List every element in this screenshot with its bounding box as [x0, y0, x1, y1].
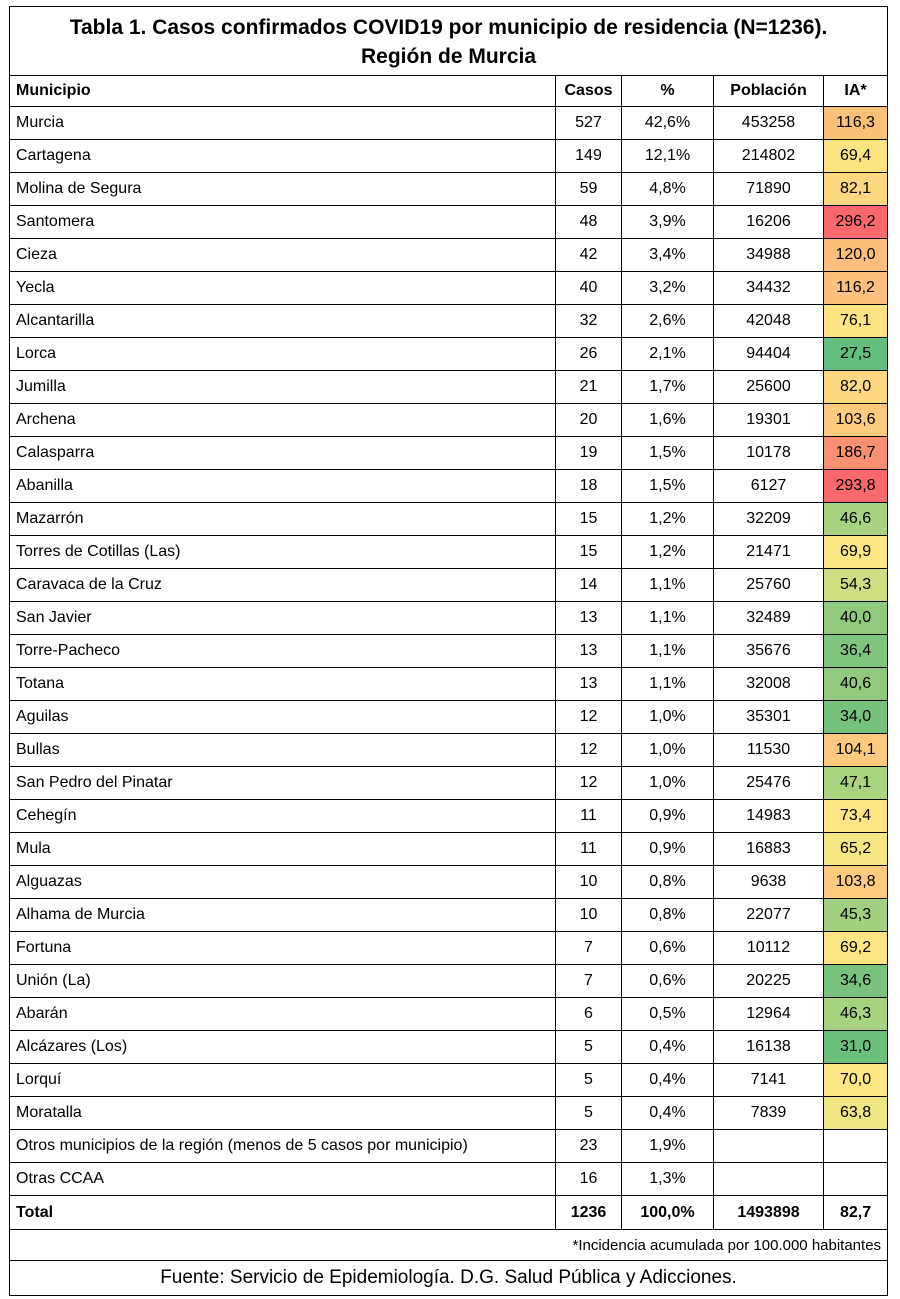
cell-municipio: Moratalla	[10, 1097, 556, 1130]
cell-ia: 27,5	[824, 338, 888, 371]
cell-poblacion: 7141	[714, 1064, 824, 1097]
cell-poblacion: 6127	[714, 470, 824, 503]
table-row	[10, 602, 888, 635]
cell-ia: 103,8	[824, 866, 888, 899]
table-row	[10, 866, 888, 899]
cell-pct: 1,3%	[622, 1163, 714, 1196]
total-poblacion: 1493898	[714, 1196, 824, 1230]
cell-casos: 19	[556, 437, 622, 470]
cell-ia: 36,4	[824, 635, 888, 668]
cell-municipio: Cehegín	[10, 800, 556, 833]
cell-municipio: Abarán	[10, 998, 556, 1031]
cell-poblacion: 14983	[714, 800, 824, 833]
cell-casos: 21	[556, 371, 622, 404]
footnote-row	[10, 1230, 888, 1261]
cell-ia: 76,1	[824, 305, 888, 338]
cell-municipio: San Javier	[10, 602, 556, 635]
table-row	[10, 470, 888, 503]
cell-poblacion	[714, 1130, 824, 1163]
table-row	[10, 701, 888, 734]
table-row	[10, 107, 888, 140]
table-row	[10, 767, 888, 800]
cell-municipio: Alcantarilla	[10, 305, 556, 338]
cell-ia: 40,0	[824, 602, 888, 635]
header-pct: %	[622, 76, 714, 107]
cell-pct: 2,6%	[622, 305, 714, 338]
cell-municipio: Lorquí	[10, 1064, 556, 1097]
cell-pct: 1,1%	[622, 602, 714, 635]
total-row	[10, 1196, 888, 1230]
table-row	[10, 569, 888, 602]
cell-poblacion: 7839	[714, 1097, 824, 1130]
cell-municipio: Aguilas	[10, 701, 556, 734]
cell-municipio: Cieza	[10, 239, 556, 272]
cell-pct: 3,4%	[622, 239, 714, 272]
cell-poblacion: 25476	[714, 767, 824, 800]
total-label: Total	[10, 1196, 556, 1230]
table-row	[10, 272, 888, 305]
cell-municipio: Torres de Cotillas (Las)	[10, 536, 556, 569]
cell-poblacion: 12964	[714, 998, 824, 1031]
cell-pct: 0,8%	[622, 866, 714, 899]
cell-pct: 3,2%	[622, 272, 714, 305]
table-title	[10, 7, 888, 76]
cell-poblacion: 34432	[714, 272, 824, 305]
table-row	[10, 371, 888, 404]
cell-poblacion: 10178	[714, 437, 824, 470]
footnote: *Incidencia acumulada por 100.000 habitantes	[10, 1230, 888, 1261]
cell-casos: 40	[556, 272, 622, 305]
cell-casos: 7	[556, 932, 622, 965]
cell-ia: 65,2	[824, 833, 888, 866]
cell-ia: 69,9	[824, 536, 888, 569]
cell-municipio: Cartagena	[10, 140, 556, 173]
cell-poblacion	[714, 1163, 824, 1196]
cell-poblacion: 453258	[714, 107, 824, 140]
source-text: Fuente: Servicio de Epidemiología. D.G. Salud Pública y Adicciones.	[10, 1261, 888, 1296]
cell-municipio: Totana	[10, 668, 556, 701]
cell-municipio: Fortuna	[10, 932, 556, 965]
cell-casos: 12	[556, 734, 622, 767]
table-row	[10, 536, 888, 569]
cell-ia: 73,4	[824, 800, 888, 833]
cell-municipio: Calasparra	[10, 437, 556, 470]
cell-municipio: Otras CCAA	[10, 1163, 556, 1196]
covid-cases-table	[9, 6, 888, 1296]
cell-pct: 1,5%	[622, 437, 714, 470]
source-row	[10, 1261, 888, 1296]
cell-municipio: Torre-Pacheco	[10, 635, 556, 668]
cell-casos: 5	[556, 1097, 622, 1130]
cell-poblacion: 35301	[714, 701, 824, 734]
cell-poblacion: 16883	[714, 833, 824, 866]
header-ia: IA*	[824, 76, 888, 107]
cell-casos: 42	[556, 239, 622, 272]
cell-pct: 1,9%	[622, 1130, 714, 1163]
cell-casos: 16	[556, 1163, 622, 1196]
cell-casos: 10	[556, 899, 622, 932]
total-casos: 1236	[556, 1196, 622, 1230]
cell-pct: 1,1%	[622, 569, 714, 602]
table-row	[10, 206, 888, 239]
cell-poblacion: 19301	[714, 404, 824, 437]
cell-ia: 46,3	[824, 998, 888, 1031]
table-row	[10, 140, 888, 173]
cell-poblacion: 42048	[714, 305, 824, 338]
table-row	[10, 1130, 888, 1163]
cell-pct: 2,1%	[622, 338, 714, 371]
cell-municipio: Bullas	[10, 734, 556, 767]
table-row	[10, 503, 888, 536]
cell-pct: 3,9%	[622, 206, 714, 239]
table-row	[10, 734, 888, 767]
cell-poblacion: 16138	[714, 1031, 824, 1064]
cell-ia: 34,6	[824, 965, 888, 998]
cell-pct: 1,1%	[622, 635, 714, 668]
cell-ia	[824, 1130, 888, 1163]
cell-casos: 26	[556, 338, 622, 371]
cell-municipio: Mula	[10, 833, 556, 866]
cell-municipio: Archena	[10, 404, 556, 437]
cell-pct: 1,0%	[622, 701, 714, 734]
table-row	[10, 404, 888, 437]
cell-municipio: Mazarrón	[10, 503, 556, 536]
cell-municipio: Caravaca de la Cruz	[10, 569, 556, 602]
cell-ia	[824, 1163, 888, 1196]
table-row	[10, 437, 888, 470]
cell-casos: 15	[556, 536, 622, 569]
cell-casos: 12	[556, 701, 622, 734]
cell-casos: 527	[556, 107, 622, 140]
cell-pct: 1,0%	[622, 767, 714, 800]
cell-poblacion: 11530	[714, 734, 824, 767]
cell-ia: 40,6	[824, 668, 888, 701]
cell-pct: 0,9%	[622, 800, 714, 833]
cell-ia: 54,3	[824, 569, 888, 602]
cell-casos: 18	[556, 470, 622, 503]
cell-poblacion: 9638	[714, 866, 824, 899]
table-row	[10, 173, 888, 206]
cell-casos: 20	[556, 404, 622, 437]
cell-casos: 11	[556, 833, 622, 866]
cell-pct: 1,1%	[622, 668, 714, 701]
table-row	[10, 800, 888, 833]
cell-casos: 15	[556, 503, 622, 536]
cell-pct: 4,8%	[622, 173, 714, 206]
cell-ia: 186,7	[824, 437, 888, 470]
total-pct: 100,0%	[622, 1196, 714, 1230]
table-row	[10, 338, 888, 371]
title-line-2: Región de Murcia	[361, 45, 537, 68]
table-row	[10, 998, 888, 1031]
cell-ia: 82,1	[824, 173, 888, 206]
cell-ia: 45,3	[824, 899, 888, 932]
cell-ia: 70,0	[824, 1064, 888, 1097]
cell-casos: 23	[556, 1130, 622, 1163]
cell-poblacion: 21471	[714, 536, 824, 569]
cell-casos: 12	[556, 767, 622, 800]
cell-poblacion: 94404	[714, 338, 824, 371]
cell-casos: 32	[556, 305, 622, 338]
cell-ia: 116,2	[824, 272, 888, 305]
cell-pct: 12,1%	[622, 140, 714, 173]
cell-poblacion: 32008	[714, 668, 824, 701]
table-row	[10, 965, 888, 998]
cell-municipio: Alcázares (Los)	[10, 1031, 556, 1064]
cell-casos: 13	[556, 635, 622, 668]
cell-ia: 46,6	[824, 503, 888, 536]
cell-poblacion: 214802	[714, 140, 824, 173]
cell-ia: 120,0	[824, 239, 888, 272]
cell-poblacion: 10112	[714, 932, 824, 965]
cell-casos: 59	[556, 173, 622, 206]
cell-municipio: Molina de Segura	[10, 173, 556, 206]
cell-casos: 14	[556, 569, 622, 602]
cell-pct: 0,5%	[622, 998, 714, 1031]
header-row	[10, 76, 888, 107]
cell-ia: 47,1	[824, 767, 888, 800]
cell-ia: 82,0	[824, 371, 888, 404]
table-row	[10, 668, 888, 701]
cell-municipio: Jumilla	[10, 371, 556, 404]
cell-casos: 5	[556, 1031, 622, 1064]
cell-municipio: Lorca	[10, 338, 556, 371]
table-row	[10, 1163, 888, 1196]
cell-ia: 104,1	[824, 734, 888, 767]
cell-municipio: Alhama de Murcia	[10, 899, 556, 932]
cell-casos: 5	[556, 1064, 622, 1097]
cell-pct: 1,2%	[622, 503, 714, 536]
covid-table-document	[9, 6, 887, 1296]
cell-casos: 13	[556, 668, 622, 701]
cell-pct: 0,9%	[622, 833, 714, 866]
cell-poblacion: 32209	[714, 503, 824, 536]
table-row	[10, 239, 888, 272]
cell-ia: 103,6	[824, 404, 888, 437]
cell-casos: 6	[556, 998, 622, 1031]
header-poblacion: Población	[714, 76, 824, 107]
cell-pct: 0,6%	[622, 965, 714, 998]
cell-poblacion: 20225	[714, 965, 824, 998]
cell-municipio: Otros municipios de la región (menos de 5 casos por municipio)	[10, 1130, 556, 1163]
cell-ia: 296,2	[824, 206, 888, 239]
cell-poblacion: 34988	[714, 239, 824, 272]
cell-pct: 0,8%	[622, 899, 714, 932]
cell-municipio: Murcia	[10, 107, 556, 140]
cell-municipio: Santomera	[10, 206, 556, 239]
header-municipio: Municipio	[10, 76, 556, 107]
cell-ia: 69,2	[824, 932, 888, 965]
cell-ia: 116,3	[824, 107, 888, 140]
total-ia: 82,7	[824, 1196, 888, 1230]
cell-ia: 31,0	[824, 1031, 888, 1064]
table-row	[10, 305, 888, 338]
title-line-1: Tabla 1. Casos confirmados COVID19 por municipio de residencia (N=1236).	[69, 16, 828, 39]
table-row	[10, 1097, 888, 1130]
cell-poblacion: 25760	[714, 569, 824, 602]
cell-pct: 42,6%	[622, 107, 714, 140]
cell-poblacion: 35676	[714, 635, 824, 668]
cell-pct: 0,6%	[622, 932, 714, 965]
cell-poblacion: 22077	[714, 899, 824, 932]
cell-casos: 7	[556, 965, 622, 998]
table-row	[10, 1064, 888, 1097]
cell-pct: 1,7%	[622, 371, 714, 404]
cell-ia: 293,8	[824, 470, 888, 503]
cell-casos: 10	[556, 866, 622, 899]
table-row	[10, 635, 888, 668]
cell-pct: 1,5%	[622, 470, 714, 503]
cell-pct: 0,4%	[622, 1064, 714, 1097]
cell-municipio: Abanilla	[10, 470, 556, 503]
cell-pct: 0,4%	[622, 1031, 714, 1064]
cell-municipio: Alguazas	[10, 866, 556, 899]
cell-casos: 149	[556, 140, 622, 173]
cell-pct: 1,2%	[622, 536, 714, 569]
cell-casos: 48	[556, 206, 622, 239]
table-body	[10, 107, 888, 1196]
cell-ia: 63,8	[824, 1097, 888, 1130]
cell-casos: 13	[556, 602, 622, 635]
cell-municipio: San Pedro del Pinatar	[10, 767, 556, 800]
cell-poblacion: 16206	[714, 206, 824, 239]
header-casos: Casos	[556, 76, 622, 107]
table-row	[10, 1031, 888, 1064]
cell-poblacion: 25600	[714, 371, 824, 404]
cell-pct: 1,0%	[622, 734, 714, 767]
cell-casos: 11	[556, 800, 622, 833]
table-row	[10, 833, 888, 866]
cell-poblacion: 32489	[714, 602, 824, 635]
table-row	[10, 932, 888, 965]
cell-ia: 34,0	[824, 701, 888, 734]
cell-pct: 1,6%	[622, 404, 714, 437]
table-row	[10, 899, 888, 932]
cell-municipio: Yecla	[10, 272, 556, 305]
cell-poblacion: 71890	[714, 173, 824, 206]
cell-ia: 69,4	[824, 140, 888, 173]
cell-municipio: Unión (La)	[10, 965, 556, 998]
cell-pct: 0,4%	[622, 1097, 714, 1130]
